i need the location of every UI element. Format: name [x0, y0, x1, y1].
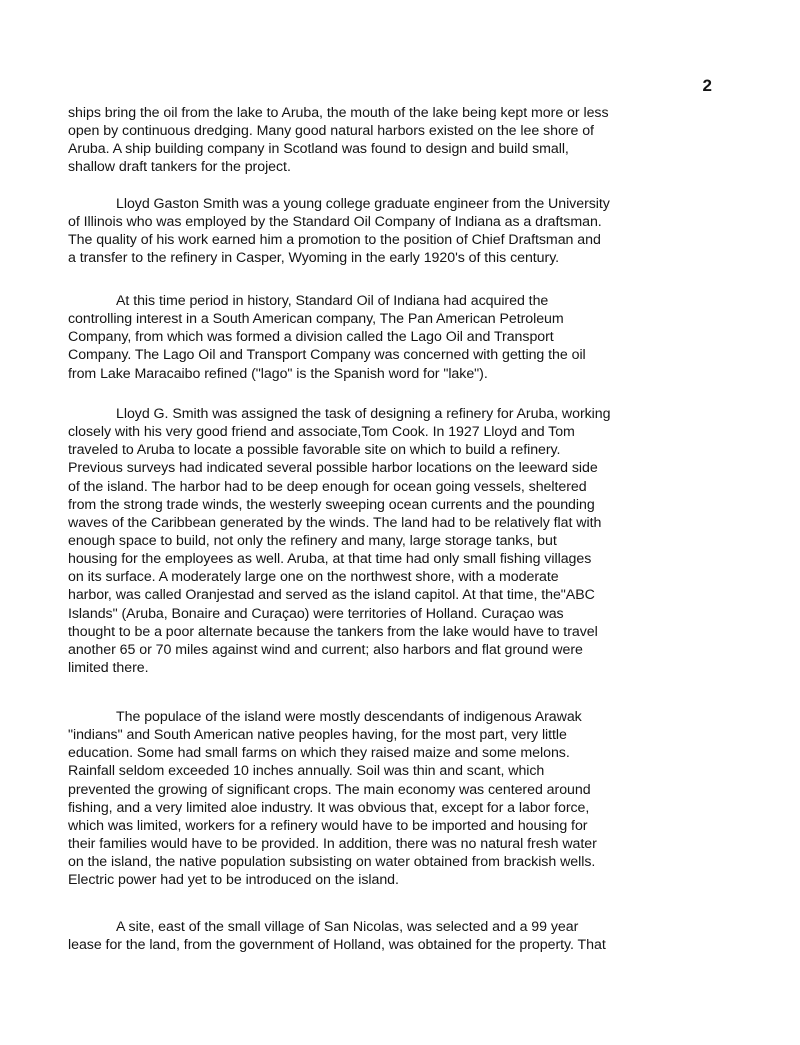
- paragraph-1: [68, 104, 716, 177]
- text-line: Electric power had yet to be introduced on the island.: [68, 872, 399, 889]
- text-line: education. Some had small farms on which they raised maize and some melons.: [68, 745, 570, 762]
- paragraph-5: [68, 708, 716, 889]
- text-line: which was limited, workers for a refinery would have to be imported and housing for: [68, 817, 588, 834]
- text-line: Lloyd G. Smith was assigned the task of designing a refinery for Aruba, working: [116, 406, 611, 422]
- paragraph-6: [68, 918, 716, 954]
- text-line: their families would have to be provided. In addition, there was no natural fresh water: [68, 835, 597, 852]
- text-line: Company, from which was formed a division called the Lago Oil and Transport: [68, 329, 554, 346]
- page-number: 2: [702, 76, 712, 95]
- text-line: prevented the growing of significant crops. The main economy was centered around: [68, 781, 591, 798]
- text-line: lease for the land, from the government of Holland, was obtained for the property. That: [68, 937, 606, 954]
- text-line: closely with his very good friend and associate,Tom Cook. In 1927 Lloyd and Tom: [68, 424, 575, 441]
- text-line: "indians" and South American native peoples having, for the most part, very little: [68, 727, 567, 744]
- text-line: controlling interest in a South American company, The Pan American Petroleum: [68, 311, 564, 328]
- text-line: Previous surveys had indicated several possible harbor locations on the leeward side: [68, 460, 598, 477]
- text-line: open by continuous dredging. Many good natural harbors existed on the lee shore of: [68, 123, 594, 140]
- text-line: Lloyd Gaston Smith was a young college graduate engineer from the University: [116, 196, 610, 212]
- paragraph-4: [68, 405, 716, 677]
- text-line: Aruba. A ship building company in Scotland was found to design and build small,: [68, 141, 569, 158]
- text-line: At this time period in history, Standard Oil of Indiana had acquired the: [116, 293, 549, 309]
- text-line: fishing, and a very limited aloe industry. It was obvious that, except for a labor force,: [68, 799, 590, 816]
- text-line: limited there.: [68, 659, 149, 676]
- text-line: Company. The Lago Oil and Transport Company was concerned with getting the oil: [68, 347, 586, 364]
- text-line: harbor, was called Oranjestad and served as the island capitol. At that time, the"ABC: [68, 587, 595, 604]
- text-line: from the strong trade winds, the westerly sweeping ocean currents and the pounding: [68, 496, 595, 513]
- text-line: The quality of his work earned him a promotion to the position of Chief Draftsman and: [68, 232, 601, 249]
- paragraph-2: [68, 195, 716, 268]
- text-line: Islands" (Aruba, Bonaire and Curaçao) were territories of Holland. Curaçao was: [68, 605, 564, 622]
- text-line: from Lake Maracaibo refined ("lago" is the Spanish word for "lake").: [68, 365, 488, 382]
- text-line: a transfer to the refinery in Casper, Wyoming in the early 1920's of this century.: [68, 250, 560, 267]
- text-line: of Illinois who was employed by the Standard Oil Company of Indiana as a draftsman.: [68, 214, 602, 231]
- text-line: on the island, the native population subsisting on water obtained from brackish wells.: [68, 854, 596, 871]
- text-line: of the island. The harbor had to be deep enough for ocean going vessels, sheltered: [68, 478, 587, 495]
- text-line: another 65 or 70 miles against wind and current; also harbors and flat ground were: [68, 641, 583, 658]
- text-line: shallow draft tankers for the project.: [68, 159, 291, 176]
- text-line: A site, east of the small village of San Nicolas, was selected and a 99 year: [116, 919, 579, 935]
- text-line: ships bring the oil from the lake to Aruba, the mouth of the lake being kept more or less: [68, 105, 609, 121]
- text-line: on its surface. A moderately large one on the northwest shore, with a moderate: [68, 569, 559, 586]
- text-line: The populace of the island were mostly descendants of indigenous Arawak: [116, 709, 582, 725]
- text-line: thought to be a poor alternate because the tankers from the lake would have to travel: [68, 623, 598, 640]
- text-line: Rainfall seldom exceeded 10 inches annually. Soil was thin and scant, which: [68, 763, 545, 780]
- paragraph-3: [68, 292, 716, 383]
- text-line: traveled to Aruba to locate a possible favorable site on which to build a refinery.: [68, 442, 561, 459]
- text-line: housing for the employees as well. Aruba, at that time had only small fishing villages: [68, 551, 592, 568]
- text-line: enough space to build, not only the refinery and many, large storage tanks, but: [68, 532, 557, 549]
- text-line: waves of the Caribbean generated by the winds. The land had to be relatively flat with: [68, 514, 602, 531]
